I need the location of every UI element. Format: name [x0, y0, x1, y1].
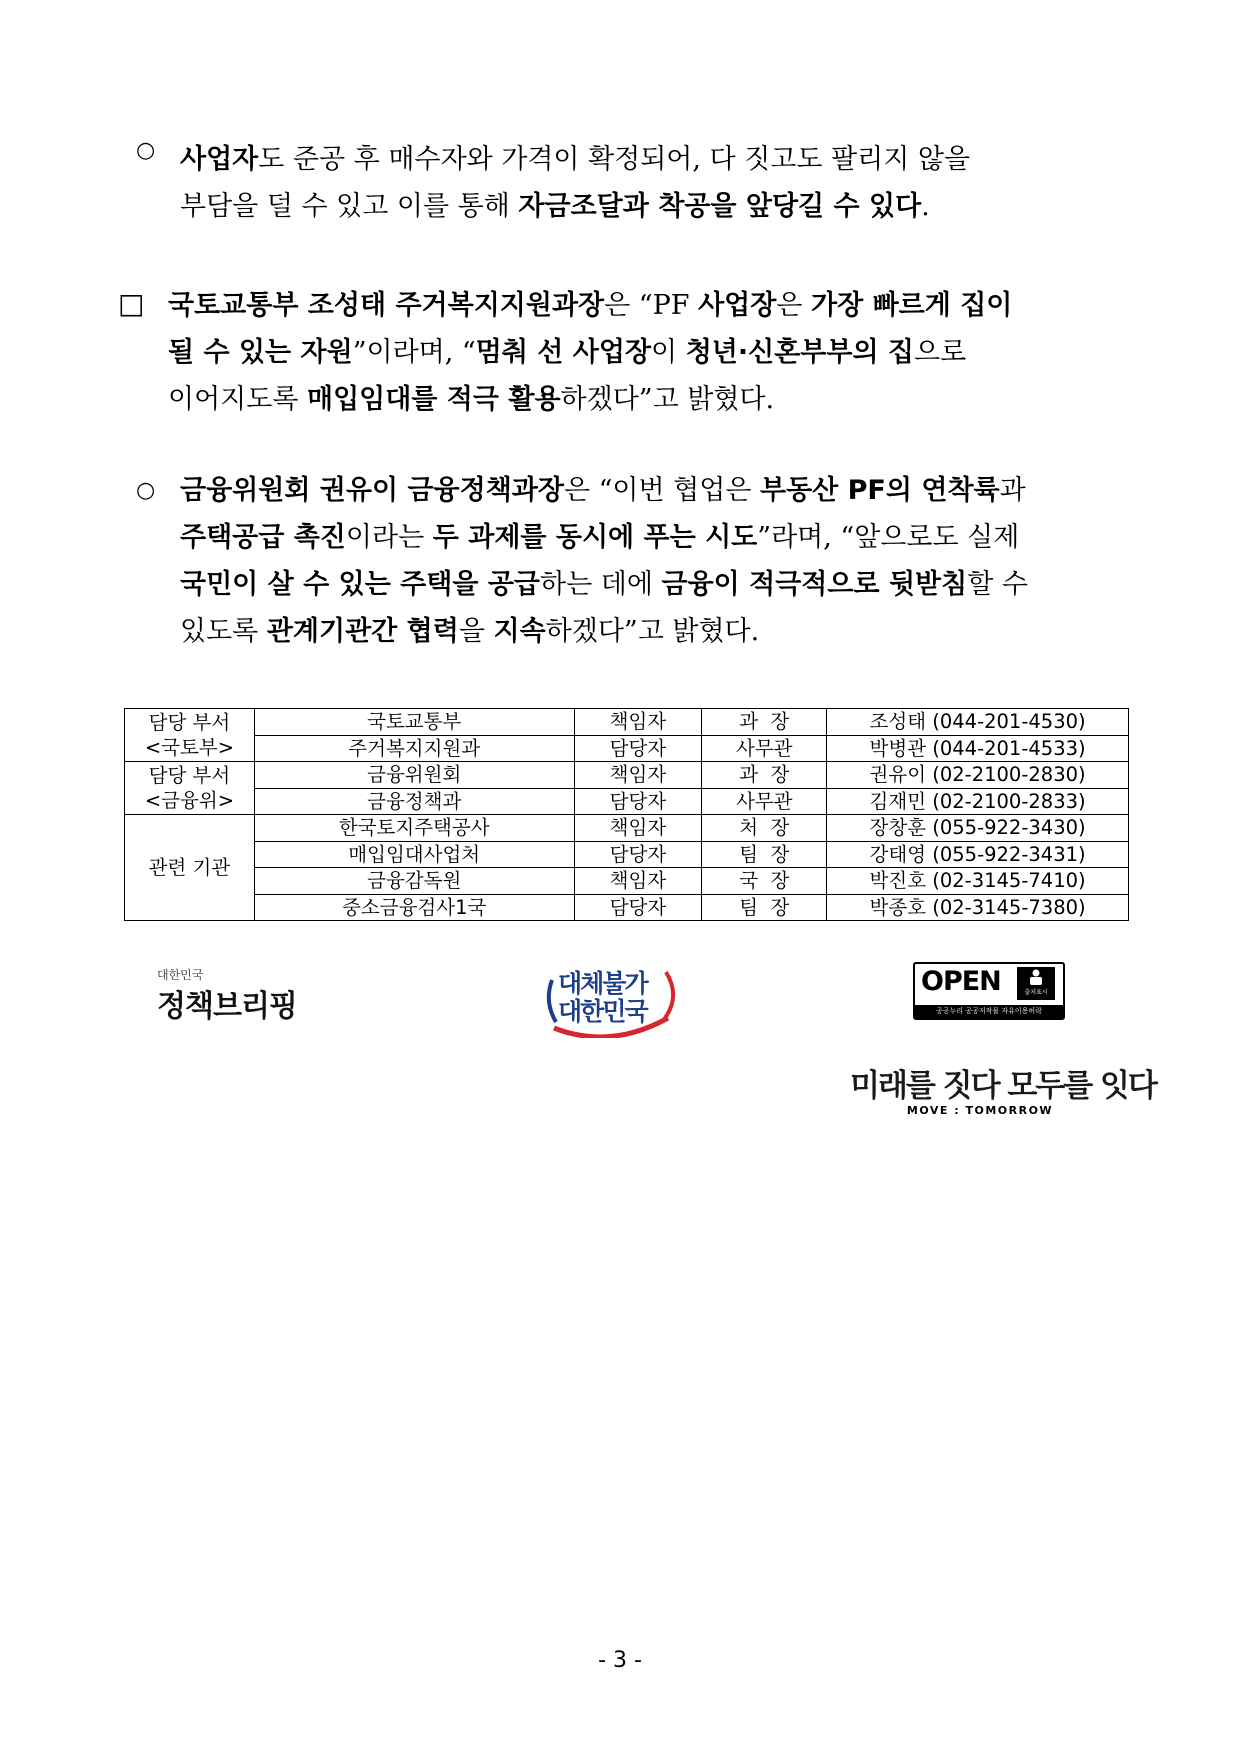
- emphasis-text: 사업자: [180, 144, 259, 175]
- position-cell: 국 장: [702, 868, 827, 895]
- paragraph-line: [180, 608, 1128, 655]
- role-cell: 담당자: [574, 841, 702, 868]
- contact-cell: 박병관 (044-201-4533): [827, 735, 1129, 762]
- korea-slogan-logo: [540, 958, 680, 1038]
- emphasis-text: 지속: [493, 616, 546, 647]
- body-text: .: [921, 191, 930, 222]
- contact-cell: 조성태 (044-201-4530): [827, 709, 1129, 736]
- policy-briefing-logo: [157, 966, 297, 1025]
- emphasis-text: 사업장: [698, 290, 777, 321]
- body-text: 도 준공 후 매수자와 가격이 확정되어, 다 짓고도 팔리지 않을: [258, 144, 971, 175]
- contact-row: [125, 709, 1129, 736]
- department-cell: [125, 762, 255, 815]
- contact-row: [125, 841, 1129, 868]
- contact-row: [125, 762, 1129, 789]
- contact-row: [125, 815, 1129, 842]
- organization-cell: 금융정책과: [254, 788, 574, 815]
- position-cell: 사무관: [702, 788, 827, 815]
- contact-cell: 권유이 (02-2100-2830): [827, 762, 1129, 789]
- contact-cell: 장창훈 (055-922-3430): [827, 815, 1129, 842]
- position-cell: 팀 장: [702, 894, 827, 921]
- role-cell: 책임자: [574, 815, 702, 842]
- organization-cell: 중소금융검사1국: [254, 894, 574, 921]
- organization-cell: 금융감독원: [254, 868, 574, 895]
- department-label: 담당 부서: [148, 710, 231, 734]
- paragraph-line: [168, 329, 1128, 376]
- body-text: 이: [651, 337, 686, 368]
- department-label: <금융위>: [144, 789, 235, 812]
- organization-cell: 매입임대사업처: [254, 841, 574, 868]
- body-text: 은: [776, 290, 811, 321]
- emphasis-text: 주택공급 촉진: [180, 522, 346, 553]
- contact-cell: 박진호 (02-3145-7410): [827, 868, 1129, 895]
- role-cell: 담당자: [574, 735, 702, 762]
- contact-cell: 김재민 (02-2100-2833): [827, 788, 1129, 815]
- department-label: 관련 기관: [148, 855, 231, 879]
- role-cell: 책임자: [574, 709, 702, 736]
- emphasis-text: 부동산 PF의 연착륙: [760, 475, 1000, 506]
- paragraph-fsc-quote: [180, 467, 1128, 655]
- organization-cell: 금융위원회: [254, 762, 574, 789]
- open-logo-word: OPEN: [921, 966, 1001, 997]
- body-text: 은 “이번 협업은: [563, 475, 760, 506]
- emphasis-text: 자금조달과 착공을 앞당길 수 있다: [518, 191, 922, 222]
- paragraph-molit-quote: [168, 282, 1128, 423]
- position-cell: 처 장: [702, 815, 827, 842]
- emphasis-text: 매입임대를 적극 활용: [307, 384, 561, 415]
- contact-table: [124, 708, 1129, 921]
- organization-cell: 주거복지지원과: [254, 735, 574, 762]
- korea-logo-line1: 대체불가: [558, 969, 647, 998]
- contact-row: [125, 894, 1129, 921]
- department-cell: [125, 709, 255, 762]
- position-cell: 과 장: [702, 709, 827, 736]
- bullet-circle: ○: [136, 478, 156, 503]
- department-label: 담당 부서: [148, 763, 231, 787]
- body-text: 이어지도록: [168, 384, 307, 415]
- open-license-logo: [913, 962, 1065, 1020]
- paragraph-line: [180, 561, 1128, 608]
- future-slogan-logo: [850, 1060, 1156, 1117]
- body-text: 하겠다”고 밝혔다.: [545, 616, 760, 647]
- emphasis-text: 금융이 적극적으로 뒷받침: [661, 569, 968, 600]
- department-label: <국토부>: [144, 736, 235, 759]
- attribution-badge: [1017, 967, 1055, 1000]
- emphasis-text: 관계기관간 협력: [266, 616, 459, 647]
- person-icon: [1029, 969, 1043, 985]
- briefing-logo-small-text: 대한민국: [157, 968, 204, 982]
- contact-cell: 강태영 (055-922-3431): [827, 841, 1129, 868]
- emphasis-text: 국토교통부 조성태 주거복지지원과장: [168, 290, 605, 321]
- korea-logo-line2: 대한민국: [558, 997, 647, 1026]
- emphasis-text: 두 과제를 동시에 푸는 시도: [432, 522, 758, 553]
- paragraph-seller-benefit: [180, 136, 1128, 230]
- body-text: ”라며, “앞으로도 실제: [757, 522, 1020, 553]
- organization-cell: 한국토지주택공사: [254, 815, 574, 842]
- emphasis-text: 청년·신혼부부의 집: [685, 337, 915, 368]
- paragraph-line: [180, 136, 1128, 183]
- position-cell: 팀 장: [702, 841, 827, 868]
- role-cell: 책임자: [574, 868, 702, 895]
- open-logo-footer: 공공누리 공공저작물 자유이용허락: [915, 1005, 1063, 1018]
- paragraph-line: [180, 514, 1128, 561]
- future-slogan-text: 미래를 짓다 모두를 잇다: [850, 1068, 1156, 1104]
- emphasis-text: 멈춰 선 사업장: [475, 337, 652, 368]
- body-text: 은 “PF: [604, 290, 699, 321]
- emphasis-text: 국민이 살 수 있는 주택을 공급: [180, 569, 540, 600]
- body-text: 이라는: [345, 522, 433, 553]
- paragraph-line: [168, 282, 1128, 329]
- contact-row: [125, 735, 1129, 762]
- role-cell: 담당자: [574, 894, 702, 921]
- position-cell: 과 장: [702, 762, 827, 789]
- department-cell: [125, 815, 255, 921]
- bullet-circle: ○: [136, 138, 156, 163]
- contact-cell: 박종호 (02-3145-7380): [827, 894, 1129, 921]
- bullet-square: □: [118, 287, 145, 320]
- body-text: 하는 데에: [539, 569, 662, 600]
- briefing-logo-text: 정책브리핑: [157, 989, 297, 1024]
- body-text: ”이라며, “: [352, 337, 476, 368]
- paragraph-line: [168, 376, 1128, 423]
- body-text: 으로: [914, 337, 967, 368]
- role-cell: 담당자: [574, 788, 702, 815]
- body-text: 과: [999, 475, 1026, 506]
- future-slogan-subtext: MOVE : TOMORROW: [906, 1104, 1054, 1117]
- emphasis-text: 가장 빠르게 집이: [811, 290, 1013, 321]
- position-cell: 사무관: [702, 735, 827, 762]
- paragraph-line: [180, 183, 1128, 230]
- contact-row: [125, 788, 1129, 815]
- emphasis-text: 금융위원회 권유이 금융정책과장: [180, 475, 564, 506]
- paragraph-line: [180, 467, 1128, 514]
- body-text: 하겠다”고 밝혔다.: [560, 384, 775, 415]
- role-cell: 책임자: [574, 762, 702, 789]
- page-number: - 3 -: [598, 1648, 642, 1673]
- organization-cell: 국토교통부: [254, 709, 574, 736]
- body-text: 있도록: [180, 616, 267, 647]
- body-text: 을: [458, 616, 494, 647]
- body-text: 할 수: [967, 569, 1028, 600]
- contact-row: [125, 868, 1129, 895]
- attribution-badge-text: 출처표시: [1024, 989, 1048, 996]
- emphasis-text: 될 수 있는 자원: [168, 337, 353, 368]
- body-text: 부담을 덜 수 있고 이를 통해: [180, 191, 519, 222]
